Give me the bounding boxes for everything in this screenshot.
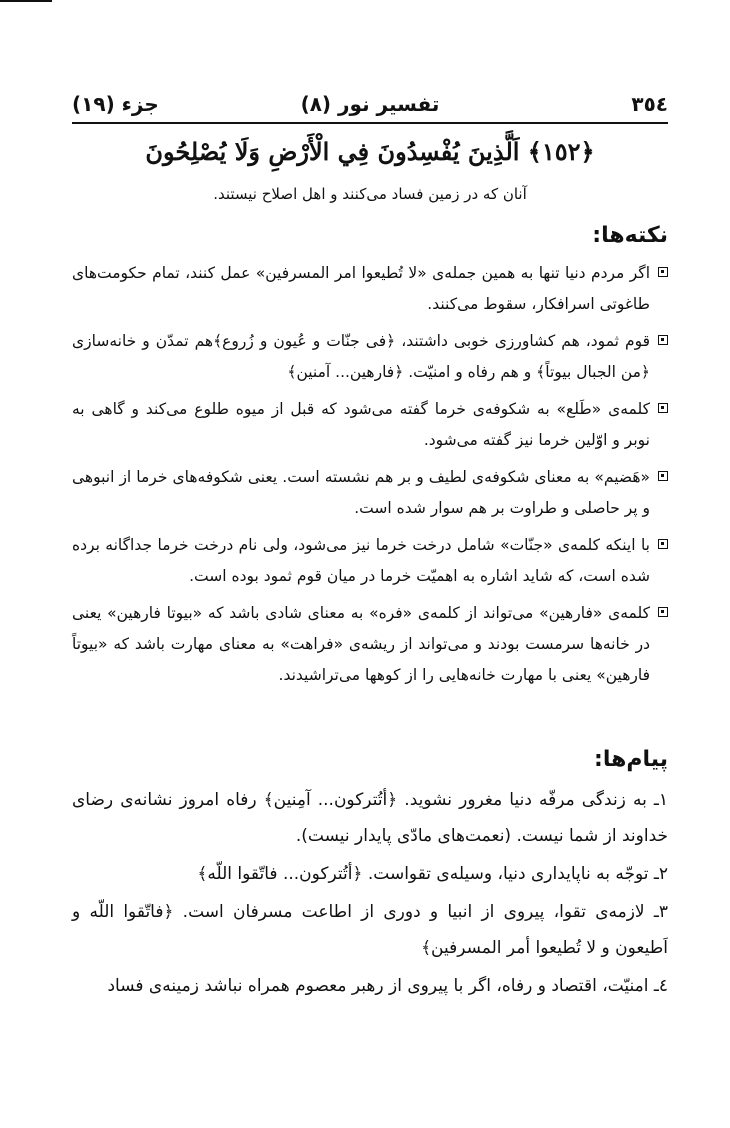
- messages-title: پیام‌ها:: [594, 747, 668, 772]
- notes-list: [72, 258, 668, 697]
- square-bullet-icon: [658, 471, 668, 481]
- messages-list: [72, 782, 668, 1006]
- book-title: تفسیر نور (٨): [300, 92, 440, 116]
- scan-corner-mark: [0, 0, 52, 2]
- verse-translation: آنان که در زمین فساد می‌کنند و اهل اصلاح نیستند.: [213, 185, 527, 203]
- header-rule: [72, 122, 668, 124]
- note-item: [72, 258, 668, 320]
- note-text: قوم ثمود، هم کشاورزی خوبی داشتند، ﴿فی جنّات و عُیون و زُروع﴾هم تمدّن و خانه‌سازی ﴿من الجبال بیوتاً﴾ و هم رفاه و امنیّت. ﴿فارهین... آمنین﴾: [72, 332, 650, 381]
- message-item: ۲ـ توجّه به ناپایداری دنیا، وسیله‌ی تقواست. ﴿أتُترکون... فاتّقوا اللّه﴾: [197, 864, 668, 884]
- running-header: [72, 92, 668, 120]
- note-text: «هَضیم» به معنای شکوفه‌ی لطیف و بر هم نشسته است. یعنی شکوفه‌های خرما از انبوهی و پر حاصلی و طراوت بر هم سوار شده است.: [72, 468, 650, 517]
- message-item: ۱ـ به زندگی مرفّه دنیا مغرور نشوید. ﴿أتُترکون... آمِنین﴾ رفاه امروز نشانه‌ی رضای خداوند از شما نیست. (نعمت‌های مادّی پایدار نیست).: [72, 790, 668, 846]
- square-bullet-icon: [658, 335, 668, 345]
- square-bullet-icon: [658, 539, 668, 549]
- note-text: با اینکه کلمه‌ی «جنّات» شامل درخت خرما نیز می‌شود، ولی نام درخت خرما جداگانه برده شده است، که شاید اشاره به اهمیّت خرما در میان قوم ثمود بوده است.: [72, 536, 650, 585]
- note-item: [72, 462, 668, 524]
- square-bullet-icon: [658, 607, 668, 617]
- part-number: جزء (١٩): [72, 92, 159, 116]
- square-bullet-icon: [658, 403, 668, 413]
- note-text: اگر مردم دنیا تنها به همین جمله‌ی «لا تُطیعوا امر المسرفین» عمل کنند، تمام حکومت‌های طاغوتی اسرافکار، سقوط می‌کنند.: [72, 264, 650, 313]
- note-text: کلمه‌ی «طَلع» به شکوفه‌ی خرما گفته می‌شود که قبل از میوه طلوع می‌کند و گاهی به نوبر و اوّلین خرما نیز گفته می‌شود.: [72, 400, 650, 449]
- note-item: [72, 326, 668, 388]
- message-item: ۳ـ لازمه‌ی تقوا، پیروی از انبیا و دوری از اطاعت مسرفان است. ﴿فاتّقوا اللّه و اَطیعون و لا تُطیعوا أمر المسرفین﴾: [72, 902, 668, 958]
- square-bullet-icon: [658, 267, 668, 277]
- message-item: ٤ـ امنیّت، اقتصاد و رفاه، اگر با پیروی از رهبر معصوم همراه نباشد زمینه‌ی فساد: [107, 976, 668, 996]
- note-text: کلمه‌ی «فارهین» می‌تواند از کلمه‌ی «فره» به معنای شادی باشد که «بیوتا فارهین» یعنی در خانه‌ها سرمست بودند و می‌تواند از ریشه‌ی «فراهت» به معنای مهارت باشد که «بیوتاً فارهین» یعنی با مهارت خانه‌هایی را از کوهها می‌تراشیدند.: [72, 604, 650, 684]
- note-item: [72, 394, 668, 456]
- notes-title: نکته‌ها:: [592, 223, 668, 248]
- note-item: [72, 530, 668, 592]
- verse-arabic: ﴿١٥٢﴾ اَلَّذِينَ يُفْسِدُونَ فِي الْأَرْضِ وَلَا يُصْلِحُونَ: [145, 137, 595, 166]
- note-item: [72, 598, 668, 691]
- page-number: ٣٥٤: [631, 92, 668, 116]
